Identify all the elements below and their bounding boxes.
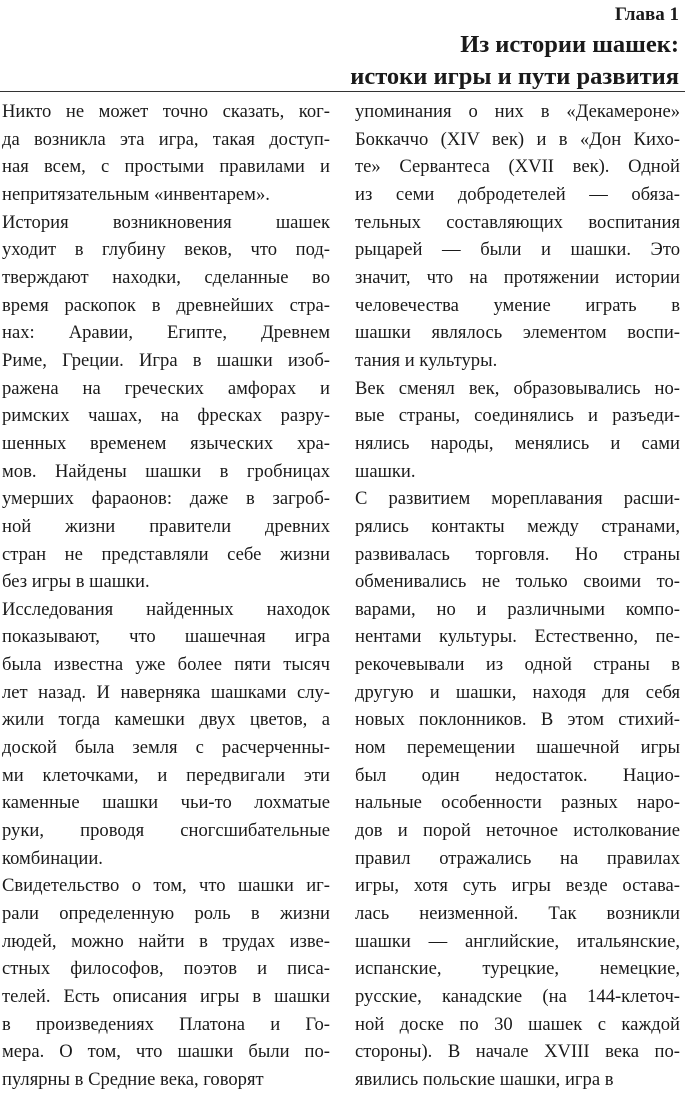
text-line: новых поклонников. В этом стихий-	[355, 709, 680, 731]
text-line: тельных составляющих воспитания	[355, 211, 680, 233]
text-line: нальные особенности разных наро-	[355, 792, 680, 814]
paragraph	[355, 375, 680, 486]
paragraph	[355, 98, 680, 375]
text-line: ражена на греческих амфорах и	[2, 377, 330, 399]
chapter-title-line-1: Из истории шашек:	[460, 31, 679, 58]
text-line: рали определенную роль в жизни	[2, 903, 330, 925]
text-line: ми клеточками, и передвигали эти	[2, 764, 330, 786]
text-line: ной доске по 30 шашек с каждой	[355, 1013, 680, 1035]
text-line: стных философов, поэтов и писа-	[2, 958, 330, 980]
text-line: явились польские шашки, игра в	[355, 1068, 614, 1090]
right-text-column	[355, 98, 680, 1094]
text-line: уходит в глубину веков, что под-	[2, 239, 330, 261]
text-line: другую и шашки, находя для себя	[355, 681, 680, 703]
text-line: ном перемещении шашечной игры	[355, 737, 680, 759]
text-line: непритязательным «инвентарем».	[2, 183, 270, 205]
text-line: нялись народы, менялись и сами	[355, 432, 680, 454]
text-line: ной жизни правители древних	[2, 515, 330, 537]
text-line: шашки — английские, итальянские,	[355, 930, 680, 952]
text-line: стороны). В начале XVIII века по-	[355, 1041, 680, 1063]
text-line: Боккаччо (XIV век) и в «Дон Кихо-	[355, 128, 680, 150]
text-line: тверждают находки, сделанные во	[2, 266, 330, 288]
text-line: умерших фараонов: даже в загроб-	[2, 488, 330, 510]
text-line: доской была земля с расчерченны-	[2, 737, 330, 759]
text-line: да возникла эта игра, такая доступ-	[2, 128, 330, 150]
text-line: лет назад. И наверняка шашками слу-	[2, 681, 330, 703]
text-line: Век сменял век, образовывались но-	[355, 377, 680, 399]
text-line: История возникновения шашек	[2, 211, 330, 233]
text-line: варами, но и различными компо-	[355, 598, 680, 620]
text-line: жили тогда камешки двух цветов, а	[2, 709, 330, 731]
text-line: без игры в шашки.	[2, 571, 150, 593]
text-line: С развитием мореплавания расши-	[355, 488, 680, 510]
text-line: Риме, Греции. Игра в шашки изоб-	[2, 349, 330, 371]
text-line: рекочевывали из одной страны в	[355, 654, 680, 676]
chapter-header	[199, 2, 679, 92]
text-line: развивалась торговля. Но страны	[355, 543, 680, 565]
text-line: пулярны в Средние века, говорят	[2, 1068, 264, 1090]
paragraph	[2, 98, 330, 209]
chapter-label: Глава 1	[614, 4, 679, 25]
paragraph	[2, 596, 330, 873]
text-line: русские, канадские (на 144-клеточ-	[355, 986, 680, 1007]
text-line: нентами культуры. Естественно, пе-	[355, 626, 680, 648]
text-line: значит, что на протяжении истории	[355, 266, 680, 288]
text-line: рялись контакты между странами,	[355, 515, 680, 537]
text-line: шашки являлось элементом воспи-	[355, 322, 680, 344]
text-line: Исследования найденных находок	[2, 598, 330, 620]
text-line: тания и культуры.	[355, 349, 498, 371]
text-line: обменивались не только своими то-	[355, 571, 680, 593]
text-line: комбинации.	[2, 847, 103, 869]
text-line: Свидетельство о том, что шашки иг-	[2, 875, 330, 897]
text-line: время раскопок в древнейших стра-	[2, 294, 330, 316]
header-divider	[0, 91, 685, 92]
paragraph	[2, 209, 330, 596]
text-line: человечества умение играть в	[355, 294, 680, 316]
text-line: ная всем, с простыми правилами и	[2, 156, 330, 178]
text-line: нах: Аравии, Египте, Древнем	[2, 322, 330, 344]
left-text-column	[2, 98, 330, 1094]
text-line: испанские, турецкие, немецкие,	[355, 958, 680, 980]
text-line: лась неизменной. Так возникли	[355, 903, 680, 925]
text-line: в произведениях Платона и Го-	[2, 1013, 330, 1035]
text-line: мов. Найдены шашки в гробницах	[2, 460, 330, 482]
text-line: стран не представляли себе жизни	[2, 543, 330, 565]
text-line: каменные шашки чьи-то лохматые	[2, 792, 330, 814]
text-line: правил отражались на правилах	[355, 847, 680, 869]
text-line: показывают, что шашечная игра	[2, 626, 330, 648]
chapter-title-line-2: истоки игры и пути развития	[350, 63, 679, 90]
text-line: мера. О том, что шашки были по-	[2, 1041, 330, 1063]
text-line: шенных временем языческих хра-	[2, 432, 330, 454]
text-line: телей. Есть описания игры в шашки	[2, 986, 330, 1007]
text-line: шашки.	[355, 460, 416, 482]
text-line: игры, хотя суть игры везде остава-	[355, 875, 680, 897]
text-line: из семи добродетелей — обяза-	[355, 183, 680, 205]
text-line: была известна уже более пяти тысяч	[2, 654, 330, 676]
text-line: упоминания о них в «Декамероне»	[355, 101, 680, 122]
text-line: дов и порой неточное истолкование	[355, 820, 680, 842]
text-line: рыцарей — были и шашки. Это	[355, 239, 680, 261]
text-line: те» Сервантеса (XVII век). Одной	[355, 156, 680, 178]
text-line: римских чашах, на фресках разру-	[2, 405, 330, 427]
text-line: Никто не может точно сказать, ког-	[2, 101, 330, 122]
text-line: людей, можно найти в трудах изве-	[2, 930, 330, 952]
text-line: был один недостаток. Нацио-	[355, 764, 680, 786]
text-line: вые страны, соединялись и разъеди-	[355, 405, 680, 427]
paragraph	[2, 872, 330, 1093]
paragraph	[355, 485, 680, 1093]
text-line: руки, проводя сногсшибательные	[2, 820, 330, 842]
